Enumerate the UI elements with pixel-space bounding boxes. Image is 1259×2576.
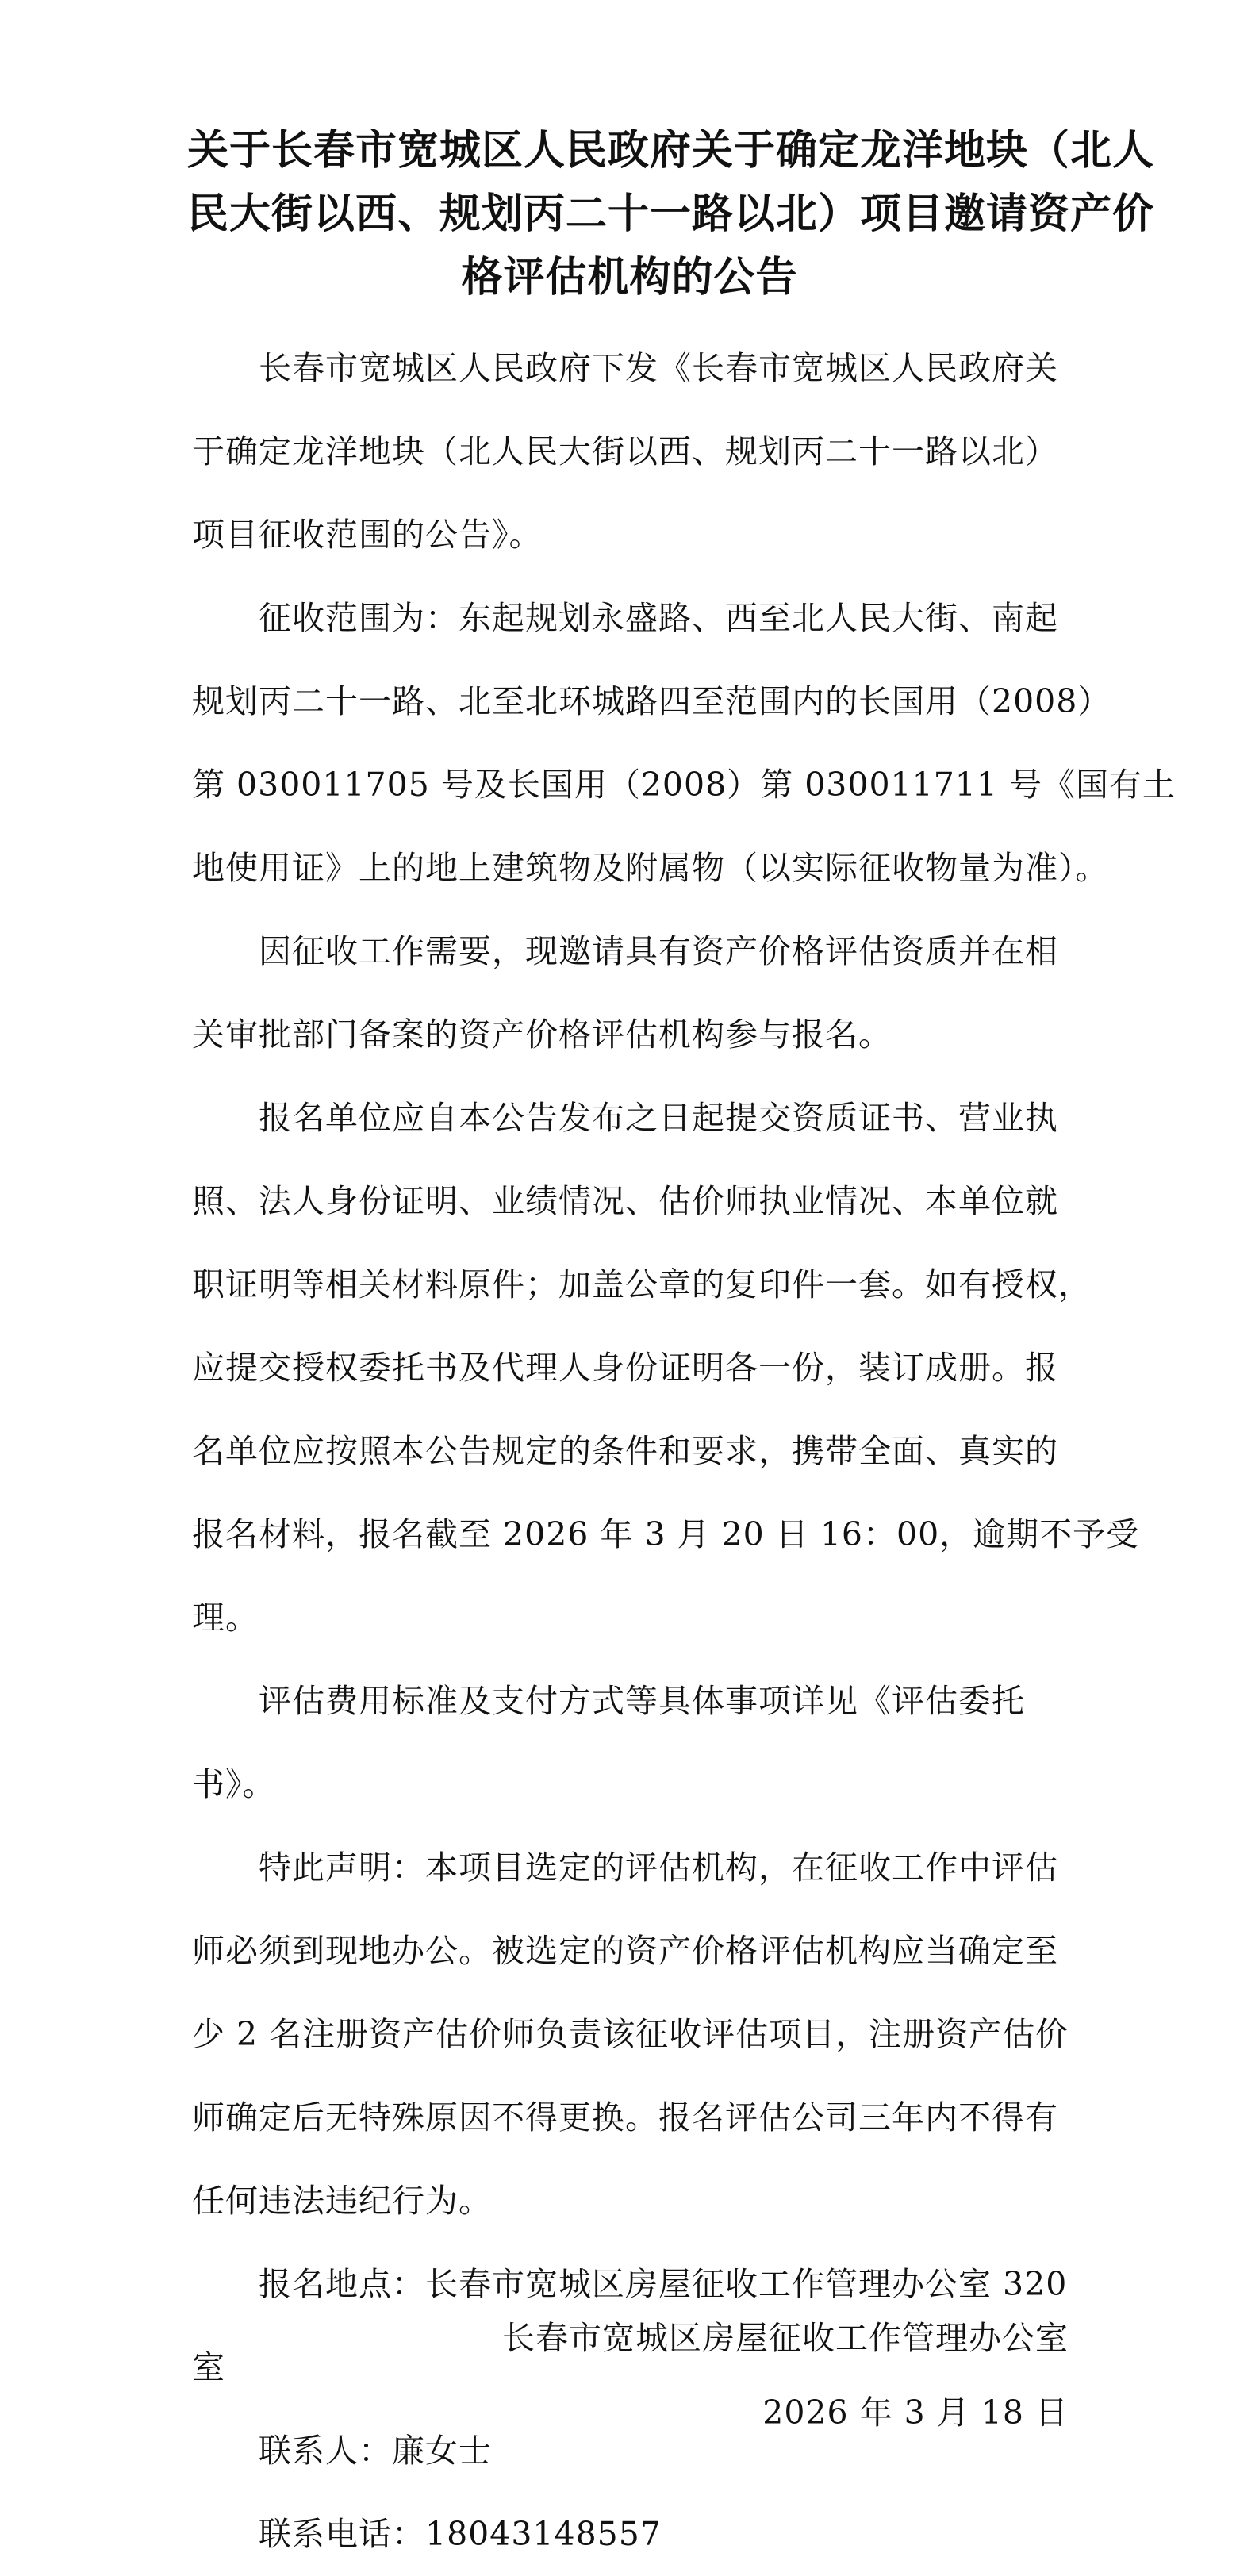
text-line: 任何违法违纪行为。 — [192, 2182, 492, 2220]
title-line: 格评估机构的公告 — [461, 254, 798, 301]
text-line: 联系电话：18043148557 — [259, 2515, 662, 2553]
text-line: 照、法人身份证明、业绩情况、估价师执业情况、本单位就 — [192, 1182, 1058, 1220]
text-line: 名单位应按照本公告规定的条件和要求，携带全面、真实的 — [192, 1432, 1058, 1470]
signature-block — [502, 2301, 1069, 2450]
text-line: 长春市宽城区人民政府下发《长春市宽城区人民政府关 — [259, 349, 1058, 387]
text-line: 师确定后无特殊原因不得更换。报名评估公司三年内不得有 — [192, 2098, 1058, 2136]
text-line: 征收范围为：东起规划永盛路、西至北人民大街、南起 — [259, 599, 1058, 637]
text-line: 职证明等相关材料原件；加盖公章的复印件一套。如有授权， — [192, 1265, 1092, 1303]
title-line: 民大街以西、规划丙二十一路以北）项目邀请资产价 — [187, 190, 1155, 238]
text-line: 关审批部门备案的资产价格评估机构参与报名。 — [192, 1015, 892, 1054]
text-line: 评估费用标准及支付方式等具体事项详见《评估委托 — [259, 1682, 1025, 1720]
paragraph-notice — [192, 327, 1065, 577]
text-line: 报名地点：长春市宽城区房屋征收工作管理办公室 320 — [259, 2265, 1068, 2303]
text-line: 第 030011705 号及长国用（2008）第 030011711 号《国有土 — [192, 766, 1176, 804]
text-line: 少 2 名注册资产估价师负责该征收评估项目，注册资产估价 — [192, 2015, 1069, 2053]
paragraph-scope — [192, 577, 1176, 910]
text-line: 于确定龙洋地块（北人民大街以西、规划丙二十一路以北） — [192, 432, 1058, 470]
text-line: 特此声明：本项目选定的评估机构，在征收工作中评估 — [259, 1849, 1058, 1887]
text-line: 联系人：廉女士 — [259, 2432, 492, 2470]
text-line: 室 — [192, 2348, 225, 2386]
paragraph-statement — [192, 1826, 1069, 2243]
text-line: 书》。 — [192, 1765, 276, 1803]
text-line: 因征收工作需要，现邀请具有资产价格评估资质并在相 — [259, 932, 1058, 970]
text-line: 地使用证》上的地上建筑物及附属物（以实际征收物量为准）。 — [192, 849, 1109, 887]
document-body — [192, 327, 1176, 2576]
signature-org: 长春市宽城区房屋征收工作管理办公室 — [502, 2319, 1069, 2357]
signature-date: 2026 年 3 月 18 日 — [762, 2394, 1069, 2432]
text-line: 报名单位应自本公告发布之日起提交资质证书、营业执 — [259, 1099, 1058, 1137]
text-line: 师必须到现地办公。被选定的资产价格评估机构应当确定至 — [192, 1932, 1058, 1970]
text-line: 项目征收范围的公告》。 — [192, 516, 543, 554]
text-line: 规划丙二十一路、北至北环城路四至范围内的长国用（2008） — [192, 682, 1111, 720]
text-line: 报名材料，报名截至 2026 年 3 月 20 日 16：00，逾期不予受 — [192, 1515, 1140, 1553]
paragraph-invitation — [192, 910, 1065, 1077]
title-line: 关于长春市宽城区人民政府关于确定龙洋地块（北人 — [187, 127, 1155, 175]
paragraph-requirements — [192, 1077, 1140, 1660]
document-title — [187, 119, 1155, 309]
text-line: 应提交授权委托书及代理人身份证明各一份，装订成册。报 — [192, 1349, 1058, 1387]
paragraph-phone — [192, 2493, 1065, 2576]
paragraph-fees — [192, 1660, 1065, 1826]
text-line: 理。 — [192, 1599, 259, 1637]
